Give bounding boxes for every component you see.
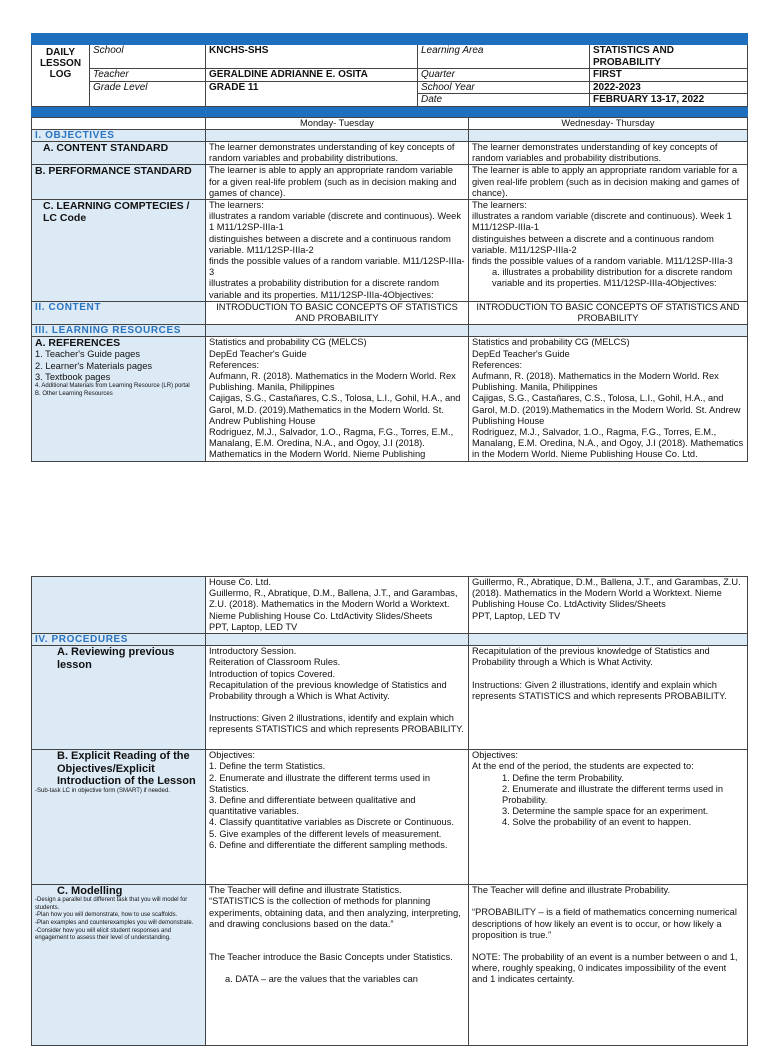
objectives-heading: I. OBJECTIVES xyxy=(32,129,206,141)
content-standard-1: The learner demonstrates understanding of key concepts of random variables and probability distributions. xyxy=(206,141,469,164)
page-2 xyxy=(31,576,747,1046)
references-1: Statistics and probability CG (MELCS) DepEd Teacher's Guide References: Aufmann, R. (2018). Mathematics in the Modern World. Rex Publishing. Manila, Philippines Cajigas, S.G., Castañares, C.S., Tolosa, L.I., Gohil, H.A., and Garol, M.D. (2019).Mathematics in the Modern World. St. Andrew Publishing House Rodriguez, M.J., Salvador, 1.O., Ragma, F.G., Torres, E.M., Manalang, E.M. Oredina, N.A., and Ogoy, J.I (2018). Mathematics in the Modern World. Nieme Publishing xyxy=(206,337,469,461)
reviewing-2: Recapitulation of the previous knowledge of Statistics and Probability through a Which is What Activity. Instructions: Given 2 illustrations, identify and explain which represents STATISTICS and which represents PROBABILITY. xyxy=(469,646,748,750)
explicit-reading-label: B. Explicit Reading of the Objectives/Explicit Introduction of the Lesson -Sub-task LC in objective form (SMART) if needed. xyxy=(32,750,206,885)
competencies-2: The learners: illustrates a random variable (discrete and continuous). Week 1 M11/12SP-IIIa-1 distinguishes between a discrete and a continuous random variable. M11/12SP-IIIa-2 finds the possible values of a random variable. M11/12SP-IIIa-3 a. illustrates a probability distribution for a discrete random variable and its properties. M11/12SP-IIIa-4Objectives: xyxy=(469,199,748,301)
day-header-1: Monday- Tuesday xyxy=(206,117,469,129)
modelling-label: C. Modelling -Design a parallel but different task that you will model for students. -Plan how you will demonstrate, how to use scaffolds. -Plan examples and counterexamples you will demonstrate. -Consider how you will elicit student responses and engagement to assess their level of understanding. xyxy=(32,885,206,1046)
day-header-2: Wednesday- Thursday xyxy=(469,117,748,129)
header-band xyxy=(32,34,748,45)
dll-title: DAILY LESSON LOG xyxy=(32,45,90,107)
competencies-1: The learners: illustrates a random variable (discrete and continuous). Week 1 M11/12SP-IIIa-1 distinguishes between a discrete and a continuous random variable. M11/12SP-IIIa-2 finds the possible values of a random variable. M11/12SP-IIIa-3 illustrates a probability distribution for a discrete random variable and its properties. M11/12SP-IIIa-4Objectives: xyxy=(206,199,469,301)
modelling-1: The Teacher will define and illustrate Statistics. “STATISTICS is the collection of methods for planning experiments, obtaining data, and then analyzing, interpreting, and drawing conclusions based on the data.” The Teacher introduce the Basic Concepts under Statistics. a. DATA – are the values that the variables can xyxy=(206,885,469,1046)
area-label: Learning Area xyxy=(418,45,590,69)
references-continued-1: House Co. Ltd. Guillermo, R., Abratique, D.M., Ballena, J.T., and Garambas, Z.U. (2018). Mathematics in the Modern World a Worktext. Nieme Publishing House Co. LtdActivity Slides/Sheets PPT, Laptop, LED TV xyxy=(206,577,469,634)
explicit-reading-2: Objectives: At the end of the period, the students are expected to: 1. Define the term Probability. 2. Enumerate and illustrate the different terms used in Probability. 3. Determine the sample space for an experiment. 4. Solve the probability of an event to happen. xyxy=(469,750,748,885)
date-value: FEBRUARY 13-17, 2022 xyxy=(590,94,748,107)
teacher-value: GERALDINE ADRIANNE E. OSITA xyxy=(206,69,418,82)
reviewing-label: A. Reviewing previous lesson xyxy=(32,646,206,750)
modelling-2: The Teacher will define and illustrate Probability. “PROBABILITY – is a field of mathematics concerning numerical descriptions of how likely an event is to occur, or how likely a proposition is true.” NOTE: The probability of an event is a number between o and 1, where, roughly speaking, 0 indicates impossibility of the event and 1 indicates certainty. xyxy=(469,885,748,1046)
competencies-label: C. LEARNING COMPTECIES / LC Code xyxy=(32,199,206,301)
objectives-table xyxy=(31,117,748,462)
references-continued-2: Guillermo, R., Abratique, D.M., Ballena, J.T., and Garambas, Z.U. (2018). Mathematics in the Modern World a Worktext. Nieme Publishing House Co. LtdActivity Slides/Sheets PPT, Laptop, LED TV xyxy=(469,577,748,634)
references-label: A. REFERENCES 1. Teacher's Guide pages 2. Learner's Materials pages 3. Textbook pages 4. Additional Materials from Learning Resource (LR) portal B. Other Learning Resources xyxy=(32,337,206,461)
grade-value: GRADE 11 xyxy=(206,81,418,106)
teacher-label: Teacher xyxy=(90,69,206,82)
performance-standard-label: B. PERFORMANCE STANDARD xyxy=(32,165,206,200)
blank-cell xyxy=(32,117,206,129)
references-2: Statistics and probability CG (MELCS) DepEd Teacher's Guide References: Aufmann, R. (2018). Mathematics in the Modern World. Rex Publishing. Manila, Philippines Cajigas, S.G., Castañares, C.S., Tolosa, L.I., Gohil, H.A., and Garol, M.D. (2019).Mathematics in the Modern World. St. Andrew Publishing House Rodriguez, M.J., Salvador, 1.O., Ragma, F.G., Torres, E.M., Manalang, E.M. Oredina, N.A., and Ogoy, J.I (2018). Mathematics in the Modern World. Nieme Publishing House Co. Ltd. xyxy=(469,337,748,461)
content-standard-label: A. CONTENT STANDARD xyxy=(32,141,206,164)
references-continued-label xyxy=(32,577,206,634)
quarter-label: Quarter xyxy=(418,69,590,82)
procedures-table xyxy=(31,576,748,1046)
quarter-value: FIRST xyxy=(590,69,748,82)
lesson-log-table xyxy=(31,33,748,117)
performance-standard-2: The learner is able to apply an appropriate random variable for a given real-life problem (such as in decision making and games of chance). xyxy=(469,165,748,200)
school-label: School xyxy=(90,45,206,69)
sy-value: 2022-2023 xyxy=(590,81,748,94)
explicit-reading-1: Objectives: 1. Define the term Statistics. 2. Enumerate and illustrate the different terms used in Statistics. 3. Define and differentiate between qualitative and quantitative variables. 4. Classify quantitative variables as Discrete or Continuous. 5. Give examples of the different levels of measurement. 6. Define and differentiate the different sampling methods. xyxy=(206,750,469,885)
procedures-heading: IV. PROCEDURES xyxy=(32,634,206,646)
content-value-1: INTRODUCTION TO BASIC CONCEPTS OF STATISTICS AND PROBABILITY xyxy=(206,301,469,324)
resources-heading: III. LEARNING RESOURCES xyxy=(32,325,206,337)
content-value-2: INTRODUCTION TO BASIC CONCEPTS OF STATISTICS AND PROBABILITY xyxy=(469,301,748,324)
school-value: KNCHS-SHS xyxy=(206,45,418,69)
reviewing-1: Introductory Session. Reiteration of Classroom Rules. Introduction of topics Covered. Recapitulation of the previous knowledge of Statistics and Probability through a Which is What Activity. Instructions: Given 2 illustrations, identify and explain which represents STATISTICS and which represents PROBABILITY. xyxy=(206,646,469,750)
sy-label: School Year xyxy=(418,81,590,94)
grade-label: Grade Level xyxy=(90,81,206,106)
header-band-2 xyxy=(32,106,748,116)
date-label: Date xyxy=(418,94,590,107)
performance-standard-1: The learner is able to apply an appropriate random variable for a given real-life problem (such as in decision making and games of chance). xyxy=(206,165,469,200)
content-standard-2: The learner demonstrates understanding of key concepts of random variables and probability distributions. xyxy=(469,141,748,164)
area-value: STATISTICS AND PROBABILITY xyxy=(590,45,748,69)
page-1 xyxy=(31,33,747,462)
content-heading: II. CONTENT xyxy=(32,301,206,324)
